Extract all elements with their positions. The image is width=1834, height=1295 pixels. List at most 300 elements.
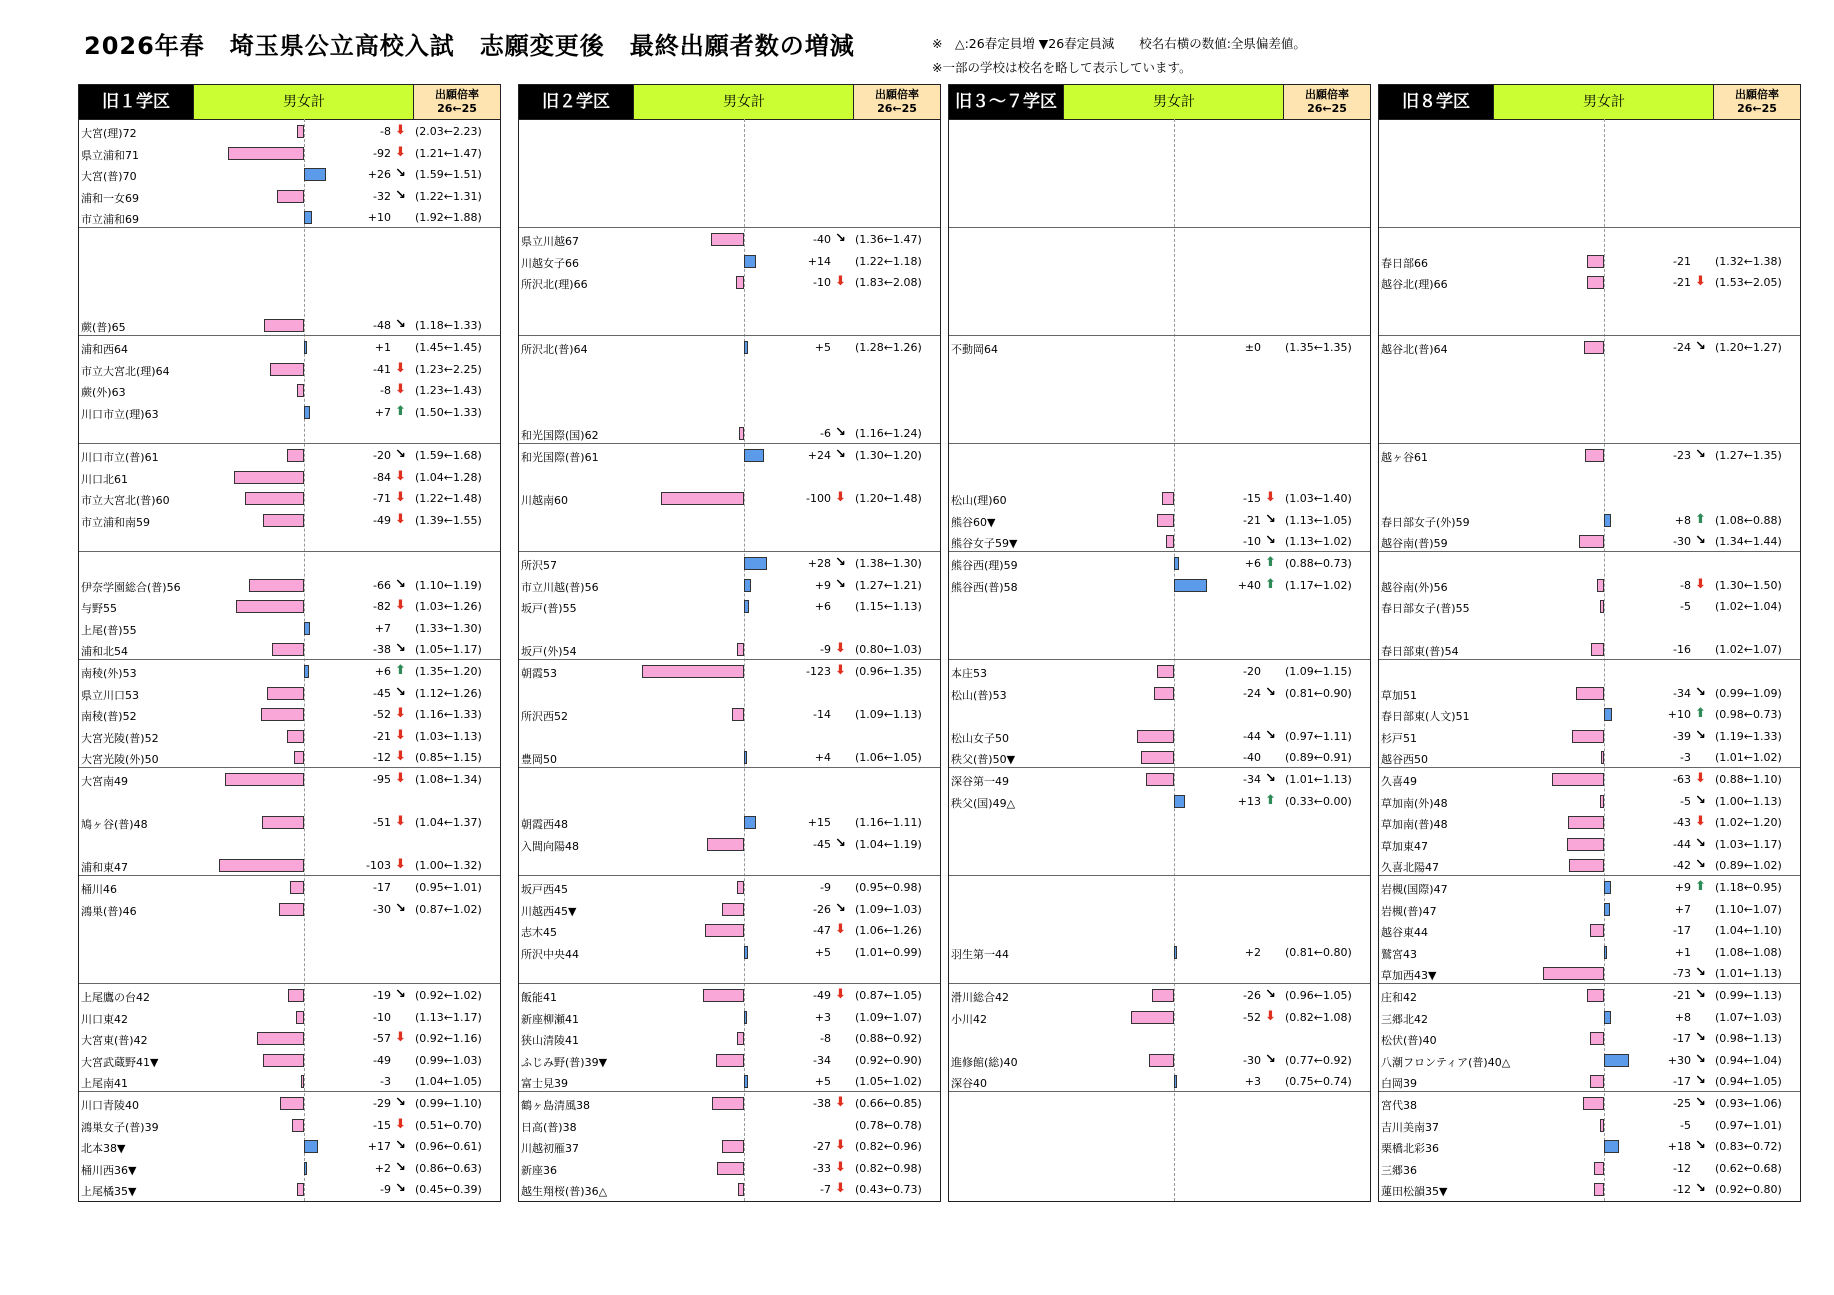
school-name: 越ヶ谷61 (1381, 451, 1428, 464)
change-value: +9 (1674, 881, 1691, 894)
change-value: -43 (1673, 816, 1691, 830)
bar (744, 600, 749, 613)
school-name: 上尾南41 (81, 1077, 128, 1091)
bar (732, 708, 744, 721)
panel-header (519, 85, 940, 120)
table-row (79, 1071, 500, 1093)
change-value: -23 (1673, 449, 1691, 462)
bar (219, 859, 304, 872)
table-row (1379, 812, 1800, 834)
table-row (949, 531, 1370, 553)
application-ratio: (1.15←1.13) (855, 600, 922, 614)
application-ratio: (0.96←1.05) (1285, 989, 1352, 1002)
table-row (79, 618, 500, 640)
table-row (519, 747, 940, 769)
school-name: 三郷36 (1381, 1163, 1417, 1177)
table-row (79, 704, 500, 726)
application-ratio: (0.98←1.13) (1715, 1032, 1782, 1046)
application-ratio: (0.77←0.92) (1285, 1053, 1352, 1067)
table-row (1379, 683, 1800, 705)
change-value: -41 (373, 362, 391, 376)
bar (304, 406, 310, 419)
bar (1604, 1054, 1629, 1067)
group-separator (949, 443, 1370, 444)
table-row (949, 726, 1370, 748)
trend-arrow-icon: ↘ (1265, 771, 1276, 786)
table-row (519, 661, 940, 683)
school-name: 本庄53 (951, 667, 987, 680)
group-separator (79, 551, 500, 552)
change-value: -10 (373, 1010, 391, 1024)
change-value: +40 (1237, 578, 1261, 592)
trend-arrow-icon: ⬇ (395, 360, 406, 376)
bar (1543, 967, 1604, 980)
change-value: -44 (1243, 729, 1261, 743)
school-name: 岩槻(普)47 (1381, 904, 1437, 918)
bar (661, 492, 744, 505)
school-name: 南稜(普)52 (81, 710, 137, 724)
table-row (1379, 747, 1800, 769)
bar (287, 449, 304, 462)
table-row (519, 834, 940, 856)
trend-arrow-icon: ⬇ (395, 1116, 406, 1132)
trend-arrow-icon: ↘ (1695, 965, 1706, 981)
table-row (519, 1028, 940, 1050)
group-separator (1379, 335, 1800, 336)
table-row (79, 337, 500, 359)
change-value: +6 (814, 600, 831, 614)
trend-arrow-icon: ↘ (395, 166, 406, 182)
application-ratio: (1.27←1.21) (855, 578, 922, 592)
trend-arrow-icon: ⬇ (1695, 814, 1706, 830)
trend-arrow-icon: ⬇ (395, 144, 406, 160)
table-row (519, 942, 940, 964)
group-separator (519, 659, 940, 660)
bar (1567, 838, 1604, 851)
school-name: 川越女子66 (521, 256, 579, 270)
change-value: +10 (1667, 708, 1691, 722)
table-row (519, 812, 940, 834)
trend-arrow-icon: ↘ (1265, 533, 1276, 549)
school-name: 春日部66 (1381, 256, 1428, 270)
table-row (79, 1093, 500, 1115)
trend-arrow-icon: ⬆ (1695, 511, 1706, 527)
table-row (519, 1050, 940, 1072)
trend-arrow-icon: ↘ (1695, 1030, 1706, 1046)
application-ratio: (0.86←0.63) (415, 1161, 482, 1175)
school-name: 熊谷女子59▼ (951, 537, 1018, 551)
table-row (1379, 942, 1800, 964)
bar (304, 665, 309, 678)
group-separator (519, 551, 940, 552)
bar (1152, 989, 1174, 1002)
application-ratio: (1.03←1.17) (1715, 837, 1782, 851)
school-name: 北本38▼ (81, 1142, 126, 1156)
application-ratio: (1.01←1.02) (1715, 751, 1782, 765)
change-value: -17 (373, 881, 391, 894)
application-ratio: (1.20←1.48) (855, 492, 922, 506)
table-row (949, 488, 1370, 510)
table-row (949, 553, 1370, 575)
school-name: 越谷東44 (1381, 926, 1428, 940)
application-ratio: (1.09←1.13) (855, 708, 922, 722)
school-name: 川口北61 (81, 472, 128, 486)
bar (1131, 1011, 1174, 1024)
school-name: 大宮光陵(普)52 (81, 731, 159, 745)
table-row (519, 488, 940, 510)
bar (744, 579, 751, 592)
table-row (519, 596, 940, 618)
school-name: 松伏(普)40 (1381, 1034, 1437, 1048)
trend-arrow-icon: ↘ (1695, 857, 1706, 873)
bar (1174, 946, 1177, 959)
trend-arrow-icon: ↘ (1265, 727, 1276, 743)
bar (272, 643, 304, 656)
application-ratio: (1.00←1.32) (415, 859, 482, 873)
school-name: 松山(普)53 (951, 688, 1007, 702)
change-value: -27 (813, 1140, 831, 1154)
change-value: -16 (1673, 643, 1691, 657)
bar (304, 211, 312, 224)
application-ratio: (1.35←1.35) (1285, 341, 1352, 354)
table-row (1379, 575, 1800, 597)
table-row (1379, 1050, 1800, 1072)
change-value: -100 (806, 492, 831, 506)
change-value: -26 (813, 902, 831, 916)
school-name: 三郷北42 (1381, 1012, 1428, 1026)
change-value: +4 (814, 751, 831, 765)
trend-arrow-icon: ↘ (395, 900, 406, 916)
school-name: 所沢57 (521, 559, 557, 572)
bar (1572, 730, 1604, 743)
group-separator (519, 227, 940, 228)
change-value: -26 (1243, 989, 1261, 1002)
group-separator (519, 983, 940, 984)
school-name: 鴻巣女子(普)39 (81, 1120, 159, 1134)
bar (1604, 881, 1611, 894)
school-name: 市立浦和南59 (81, 515, 150, 529)
group-separator (949, 227, 1370, 228)
table-row (1379, 272, 1800, 294)
bar (1590, 1075, 1604, 1088)
table-row (79, 143, 500, 165)
application-ratio: (0.95←1.01) (415, 881, 482, 894)
bar (296, 1011, 304, 1024)
application-ratio: (0.99←1.03) (415, 1053, 482, 1067)
application-ratio: (1.16←1.11) (855, 816, 922, 830)
school-name: 庄和42 (1381, 991, 1417, 1004)
school-name: 朝霞西48 (521, 818, 568, 832)
change-value: +1 (1674, 945, 1691, 959)
table-row (1379, 877, 1800, 899)
school-name: 八潮フロンティア(普)40△ (1381, 1055, 1511, 1069)
bar (1604, 708, 1612, 721)
trend-arrow-icon: ⬇ (835, 274, 846, 290)
trend-arrow-icon: ↘ (1695, 1138, 1706, 1154)
table-row (1379, 1115, 1800, 1137)
trend-arrow-icon: ⬇ (395, 814, 406, 830)
table-row (949, 985, 1370, 1007)
trend-arrow-icon: ⬇ (835, 1159, 846, 1175)
table-row (949, 337, 1370, 359)
change-value: -10 (813, 276, 831, 290)
change-value: ±0 (1244, 341, 1261, 354)
school-name: 朝霞53 (521, 667, 557, 680)
school-name: 松山女子50 (951, 731, 1009, 745)
application-ratio: (1.04←1.28) (415, 470, 482, 484)
table-row (1379, 963, 1800, 985)
trend-arrow-icon: ⬇ (835, 922, 846, 938)
group-separator (949, 767, 1370, 768)
school-name: 進修館(総)40 (951, 1055, 1018, 1069)
table-row (79, 121, 500, 143)
group-separator (949, 983, 1370, 984)
change-value: +5 (814, 1075, 831, 1089)
school-name: 栗橋北彩36 (1381, 1142, 1439, 1156)
application-ratio: (1.20←1.27) (1715, 341, 1782, 354)
trend-arrow-icon: ⬇ (835, 1138, 846, 1154)
school-name: 上尾(普)55 (81, 623, 137, 637)
table-row (79, 855, 500, 877)
trend-arrow-icon: ↘ (1695, 1095, 1706, 1110)
change-value: +7 (374, 405, 391, 419)
application-ratio: (1.45←1.45) (415, 341, 482, 354)
school-name: 豊岡50 (521, 753, 557, 767)
table-row (79, 1028, 500, 1050)
application-ratio: (0.88←1.10) (1715, 773, 1782, 786)
trend-arrow-icon: ⬆ (1695, 706, 1706, 722)
application-ratio: (1.13←1.02) (1285, 535, 1352, 549)
application-ratio: (1.38←1.30) (855, 557, 922, 570)
bar (1146, 773, 1174, 786)
bar (225, 773, 304, 786)
change-value: -51 (373, 816, 391, 830)
bar (277, 190, 304, 203)
application-ratio: (0.99←1.13) (1715, 989, 1782, 1002)
trend-arrow-icon: ↘ (835, 835, 846, 851)
bar (297, 384, 304, 397)
bar (270, 363, 304, 376)
table-row (1379, 855, 1800, 877)
application-ratio: (1.59←1.68) (415, 449, 482, 462)
change-value: -14 (813, 708, 831, 722)
group-separator (1379, 875, 1800, 876)
school-name: 所沢北(理)66 (521, 278, 588, 292)
trend-arrow-icon: ↘ (1695, 684, 1706, 700)
table-row (519, 423, 940, 445)
school-name: 川越西45▼ (521, 904, 577, 918)
bar (1587, 276, 1604, 289)
change-value: -15 (1243, 492, 1261, 506)
trend-arrow-icon: ⬇ (395, 727, 406, 743)
change-value: +9 (814, 578, 831, 592)
application-ratio: (0.78←0.78) (855, 1118, 922, 1132)
school-name: 鳩ヶ谷(普)48 (81, 818, 148, 832)
school-name: 県立浦和71 (81, 148, 139, 162)
application-ratio: (1.04←1.37) (415, 816, 482, 830)
bar (737, 1032, 744, 1045)
application-ratio: (1.23←2.25) (415, 362, 482, 376)
bar (1137, 730, 1174, 743)
school-name: 与野55 (81, 602, 117, 616)
application-ratio: (0.92←0.80) (1715, 1183, 1782, 1197)
change-value: -38 (813, 1097, 831, 1110)
table-row (949, 769, 1370, 791)
school-name: 越生翔桜(普)36△ (521, 1185, 608, 1199)
bar (1552, 773, 1604, 786)
trend-arrow-icon: ↘ (1695, 533, 1706, 549)
application-ratio: (1.05←1.17) (415, 643, 482, 657)
trend-arrow-icon: ↘ (395, 1138, 406, 1154)
change-value: -30 (373, 902, 391, 916)
school-name: 深谷40 (951, 1077, 987, 1091)
application-ratio: (1.30←1.50) (1715, 578, 1782, 592)
change-value: +2 (1244, 945, 1261, 959)
change-value: -34 (813, 1053, 831, 1067)
school-name: 日高(普)38 (521, 1120, 577, 1134)
school-name: 深谷第一49 (951, 775, 1009, 788)
zero-axis (1174, 119, 1175, 1201)
bar (280, 1097, 304, 1110)
bar (737, 881, 744, 894)
table-row (79, 380, 500, 402)
application-ratio: (0.95←0.98) (855, 881, 922, 894)
bar (1600, 795, 1604, 808)
bar (1569, 859, 1604, 872)
change-value: +5 (814, 341, 831, 354)
application-ratio: (1.09←1.07) (855, 1010, 922, 1024)
school-name: 越谷北(理)66 (1381, 278, 1448, 292)
application-ratio: (1.23←1.43) (415, 384, 482, 398)
bar (1576, 687, 1604, 700)
bar (1604, 1011, 1611, 1024)
table-row (79, 747, 500, 769)
change-value: -29 (373, 1097, 391, 1110)
table-row (519, 985, 940, 1007)
school-name: 越谷南(普)59 (1381, 537, 1448, 551)
school-name: 越谷西50 (1381, 753, 1428, 767)
school-name: 春日部東(人文)51 (1381, 710, 1470, 724)
panel-header (949, 85, 1370, 120)
group-separator (949, 1091, 1370, 1092)
table-row (519, 639, 940, 661)
school-name: 草加東47 (1381, 839, 1428, 853)
application-ratio: (1.16←1.33) (415, 708, 482, 722)
change-value: -52 (1243, 1010, 1261, 1024)
application-ratio: (0.82←1.08) (1285, 1010, 1352, 1024)
application-ratio: (1.04←1.19) (855, 837, 922, 851)
application-ratio: (0.81←0.90) (1285, 686, 1352, 700)
change-value: -5 (1680, 794, 1691, 808)
group-separator (949, 551, 1370, 552)
change-value: -33 (813, 1161, 831, 1175)
bar (1584, 341, 1604, 354)
bar (1154, 687, 1174, 700)
trend-arrow-icon: ↘ (395, 187, 406, 203)
bar (304, 1162, 307, 1175)
bar (1591, 643, 1604, 656)
school-name: 市立浦和69 (81, 213, 139, 227)
application-ratio: (0.51←0.70) (415, 1118, 482, 1132)
application-ratio: (1.01←0.99) (855, 945, 922, 959)
bar (1587, 255, 1604, 268)
change-value: -71 (373, 492, 391, 506)
trend-arrow-icon: ⬇ (1265, 1008, 1276, 1024)
school-name: ふじみ野(普)39▼ (521, 1055, 608, 1069)
application-ratio: (2.03←2.23) (415, 125, 482, 138)
school-name: 越谷南(外)56 (1381, 580, 1448, 594)
school-name: 川口青陵40 (81, 1099, 139, 1112)
table-row (949, 791, 1370, 813)
bar (301, 1075, 304, 1088)
table-row (519, 1179, 940, 1201)
bar (1568, 816, 1604, 829)
application-ratio: (1.22←1.18) (855, 254, 922, 268)
change-value: -17 (1673, 1075, 1691, 1089)
group-separator (949, 335, 1370, 336)
change-value: -63 (1673, 773, 1691, 786)
district-name: 旧８学区 (1379, 85, 1493, 119)
school-name: 春日部東(普)54 (1381, 645, 1459, 659)
school-name: 鴻巣(普)46 (81, 904, 137, 918)
change-value: -12 (1673, 1161, 1691, 1175)
change-value: -123 (806, 665, 831, 678)
table-row (519, 1071, 940, 1093)
district-panel (1378, 84, 1801, 1202)
bar (304, 168, 326, 181)
bar (744, 946, 748, 959)
application-ratio: (0.88←0.92) (855, 1032, 922, 1046)
bar (267, 687, 304, 700)
school-name: 春日部女子(外)59 (1381, 515, 1470, 529)
table-row (1379, 899, 1800, 921)
bar (1590, 924, 1604, 937)
bar (738, 1183, 744, 1196)
bar (739, 427, 744, 440)
bar (1594, 1183, 1604, 1196)
change-value: -8 (380, 384, 391, 398)
table-row (949, 683, 1370, 705)
bar (744, 1075, 748, 1088)
table-row (79, 359, 500, 381)
bar (712, 1097, 744, 1110)
trend-arrow-icon: ⬇ (395, 857, 406, 873)
application-ratio: (0.75←0.74) (1285, 1075, 1352, 1089)
group-separator (1379, 443, 1800, 444)
school-name: 越谷北(普)64 (1381, 343, 1448, 356)
sum-label: 男女計 (1063, 85, 1284, 119)
change-value: -95 (373, 773, 391, 786)
application-ratio: (0.89←0.91) (1285, 751, 1352, 765)
change-value: -8 (1680, 578, 1691, 592)
school-name: 坂戸西45 (521, 883, 568, 896)
school-name: 宮代38 (1381, 1099, 1417, 1112)
school-name: 小川42 (951, 1012, 987, 1026)
rate-label: 出願倍率 26←25 (853, 85, 940, 119)
change-value: +6 (1244, 557, 1261, 570)
application-ratio: (1.32←1.38) (1715, 254, 1782, 268)
application-ratio: (1.09←1.03) (855, 902, 922, 916)
school-name: 秩父(国)49△ (951, 796, 1016, 810)
table-row (79, 596, 500, 618)
application-ratio: (0.83←0.72) (1715, 1140, 1782, 1154)
trend-arrow-icon: ↘ (1265, 987, 1276, 1002)
trend-arrow-icon: ⬇ (1265, 490, 1276, 506)
school-name: 入間向陽48 (521, 839, 579, 853)
school-name: 松山(理)60 (951, 494, 1007, 508)
bar (1585, 449, 1604, 462)
change-value: -57 (373, 1032, 391, 1046)
